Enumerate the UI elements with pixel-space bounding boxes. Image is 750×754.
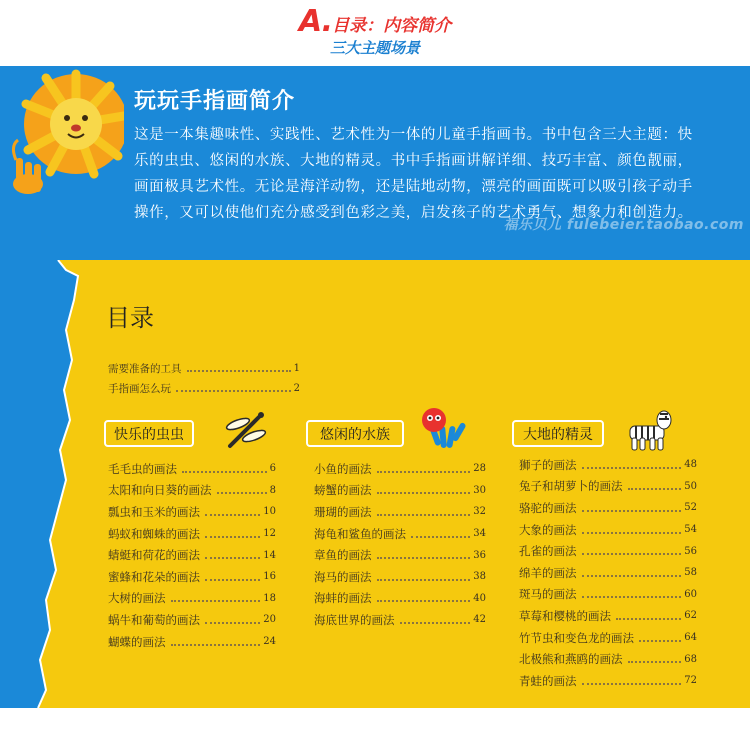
toc-row[interactable] — [519, 584, 697, 606]
toc-row-label: 竹节虫和变色龙的画法 — [519, 630, 634, 645]
toc-row-page: 58 — [684, 567, 697, 579]
toc-row-leader — [582, 596, 682, 598]
torn-blue-edge — [0, 260, 90, 708]
toc-row[interactable] — [519, 648, 697, 670]
toc-row-leader — [205, 536, 260, 538]
toc-row-label: 蝴蝶的画法 — [108, 634, 166, 649]
toc-row-leader — [411, 536, 470, 538]
toc-row[interactable] — [314, 566, 486, 588]
toc-row[interactable] — [519, 476, 697, 498]
toc-row[interactable] — [108, 631, 276, 653]
toc-row-label: 北极熊和燕鸥的画法 — [519, 652, 623, 667]
toc-row-label: 海蚌的画法 — [314, 591, 372, 606]
toc-row-leader — [377, 471, 471, 473]
toc-row-label: 毛毛虫的画法 — [108, 461, 177, 476]
toc-row-page: 54 — [684, 524, 697, 536]
toc-row[interactable] — [108, 609, 276, 631]
toc-row[interactable] — [108, 588, 276, 610]
toc-row-page: 62 — [684, 610, 697, 622]
toc-row[interactable] — [314, 544, 486, 566]
toc-row-label: 需要准备的工具 — [108, 362, 182, 375]
toc-row-page: 32 — [473, 506, 486, 518]
toc-row-leader — [377, 514, 471, 516]
toc-row-leader — [628, 488, 682, 490]
toc-row-page: 40 — [473, 592, 486, 604]
toc-row-leader — [171, 600, 261, 602]
toc-row-leader — [400, 622, 471, 624]
toc-row-label: 手指画怎么玩 — [108, 382, 171, 395]
lion-handprint-icon — [10, 66, 124, 196]
toc-row-leader — [582, 532, 682, 534]
toc-row-label: 骆驼的画法 — [519, 500, 577, 515]
intro-section — [0, 66, 750, 260]
intro-body: 这是一本集趣味性、实践性、艺术性为一体的儿童手指画书。书中包含三大主题：快乐的虫虫、悠闲的水族、大地的精灵。书中手指画讲解详细、技巧丰富、颜色靓丽，画面极具艺术性。无论是海洋动物，还是陆地动物，漂亮的画面既可以吸引孩子动手操作，又可以使他们充分感受到色彩之美，启发孩子的艺术勇气、想象力和创造力。 — [134, 127, 693, 221]
header-letter: A. — [298, 4, 333, 39]
toc-row-page: 20 — [263, 614, 276, 626]
toc-row-label: 海马的画法 — [314, 569, 372, 584]
toc-row-label: 绵羊的画法 — [519, 565, 577, 580]
bottom-margin — [0, 708, 750, 754]
toc-row-page: 68 — [684, 653, 697, 665]
toc-row[interactable] — [519, 562, 697, 584]
page-header — [0, 0, 750, 66]
toc-row[interactable] — [519, 605, 697, 627]
toc-row-page: 2 — [293, 382, 300, 394]
toc-row[interactable] — [108, 358, 300, 378]
toc-row[interactable] — [314, 523, 486, 545]
octopus-handprint-icon — [418, 406, 468, 452]
toc-row-label: 蜜蜂和花朵的画法 — [108, 569, 200, 584]
toc-row[interactable] — [108, 458, 276, 480]
toc-row[interactable] — [108, 501, 276, 523]
toc-row-page: 72 — [684, 675, 697, 687]
toc-row-page: 16 — [263, 571, 276, 583]
watermark: 福乐贝儿 fulebeier.taobao.com — [503, 217, 744, 233]
section-label-land[interactable]: 大地的精灵 — [512, 420, 604, 447]
toc-row-leader — [377, 600, 471, 602]
toc-row-leader — [582, 467, 682, 469]
toc-row-label: 海底世界的画法 — [314, 612, 395, 627]
toc-row-label: 小鱼的画法 — [314, 461, 372, 476]
toc-heading: 目录 — [106, 304, 154, 332]
toc-row-label: 斑马的画法 — [519, 587, 577, 602]
toc-row[interactable] — [108, 480, 276, 502]
toc-row-label: 狮子的画法 — [519, 457, 577, 472]
toc-row[interactable] — [314, 458, 486, 480]
toc-row[interactable] — [519, 540, 697, 562]
toc-row-page: 24 — [263, 636, 276, 648]
toc-row-leader — [205, 622, 260, 624]
toc-row-leader — [377, 579, 471, 581]
section-label-aquatic[interactable]: 悠闲的水族 — [306, 420, 404, 447]
toc-row-label: 孔雀的画法 — [519, 544, 577, 559]
toc-row-label: 蜗牛和葡萄的画法 — [108, 612, 200, 627]
header-subtitle: 三大主题场景 — [329, 39, 420, 57]
toc-row-label: 螃蟹的画法 — [314, 483, 372, 498]
toc-row[interactable] — [314, 588, 486, 610]
toc-row-page: 10 — [263, 506, 276, 518]
toc-row-leader — [205, 579, 260, 581]
dragonfly-icon — [220, 410, 268, 450]
toc-column-bugs — [108, 458, 276, 652]
toc-row[interactable] — [314, 501, 486, 523]
toc-row-leader — [187, 370, 291, 372]
toc-row-label: 青蛙的画法 — [519, 673, 577, 688]
zebra-handprint-icon — [624, 408, 672, 452]
toc-row-page: 42 — [473, 614, 486, 626]
toc-row-leader — [171, 644, 261, 646]
toc-row-page: 48 — [684, 459, 697, 471]
toc-row-leader — [205, 514, 260, 516]
toc-row-label: 草莓和樱桃的画法 — [519, 608, 611, 623]
toc-row[interactable] — [108, 378, 300, 398]
toc-row-leader — [582, 683, 682, 685]
toc-row[interactable] — [519, 454, 697, 476]
toc-row[interactable] — [314, 609, 486, 631]
header-title-line — [0, 4, 750, 39]
toc-row-page: 50 — [684, 480, 697, 492]
toc-row[interactable] — [108, 544, 276, 566]
toc-row-page: 52 — [684, 502, 697, 514]
toc-row-leader — [628, 661, 682, 663]
header-title: 目录：内容简介 — [332, 16, 452, 36]
toc-row-leader — [176, 390, 291, 392]
toc-row[interactable] — [108, 566, 276, 588]
toc-row-leader — [205, 557, 260, 559]
toc-row-label: 蜻蜓和荷花的画法 — [108, 548, 200, 563]
toc-row-page: 56 — [684, 545, 697, 557]
toc-row-label: 大树的画法 — [108, 591, 166, 606]
toc-row-page: 14 — [263, 549, 276, 561]
toc-row-page: 60 — [684, 588, 697, 600]
toc-row-page: 36 — [473, 549, 486, 561]
toc-row[interactable] — [519, 627, 697, 649]
toc-row-label: 太阳和向日葵的画法 — [108, 483, 212, 498]
toc-row[interactable] — [108, 523, 276, 545]
toc-row-label: 蚂蚁和蜘蛛的画法 — [108, 526, 200, 541]
toc-row[interactable] — [519, 670, 697, 692]
toc-row-label: 珊瑚的画法 — [314, 504, 372, 519]
toc-column-land — [519, 454, 697, 692]
toc-row-page: 8 — [269, 484, 276, 496]
toc-row-page: 30 — [473, 484, 486, 496]
toc-row-page: 12 — [263, 528, 276, 540]
toc-row-leader — [616, 618, 681, 620]
toc-column-aquatic — [314, 458, 486, 631]
toc-row-leader — [582, 553, 682, 555]
toc-row-page: 38 — [473, 571, 486, 583]
toc-row[interactable] — [519, 519, 697, 541]
toc-row[interactable] — [314, 480, 486, 502]
toc-row-leader — [639, 640, 681, 642]
toc-row-page: 28 — [473, 463, 486, 475]
intro-title: 玩玩手指画简介 — [134, 89, 296, 114]
toc-row-page: 6 — [269, 463, 276, 475]
toc-intro-list — [108, 358, 300, 398]
toc-row-label: 大象的画法 — [519, 522, 577, 537]
toc-row-leader — [217, 492, 267, 494]
toc-row-leader — [582, 510, 682, 512]
toc-section — [0, 260, 750, 708]
toc-row-leader — [582, 575, 682, 577]
toc-row[interactable] — [519, 497, 697, 519]
toc-row-page: 1 — [293, 362, 300, 374]
toc-row-leader — [377, 492, 471, 494]
toc-row-label: 海龟和鲨鱼的画法 — [314, 526, 406, 541]
section-label-bugs[interactable]: 快乐的虫虫 — [104, 420, 194, 447]
toc-row-leader — [182, 471, 267, 473]
toc-row-page: 18 — [263, 592, 276, 604]
toc-row-page: 64 — [684, 632, 697, 644]
toc-row-leader — [377, 557, 471, 559]
toc-row-page: 34 — [473, 528, 486, 540]
toc-row-label: 章鱼的画法 — [314, 548, 372, 563]
toc-row-label: 兔子和胡萝卜的画法 — [519, 479, 623, 494]
toc-row-label: 瓢虫和玉米的画法 — [108, 504, 200, 519]
